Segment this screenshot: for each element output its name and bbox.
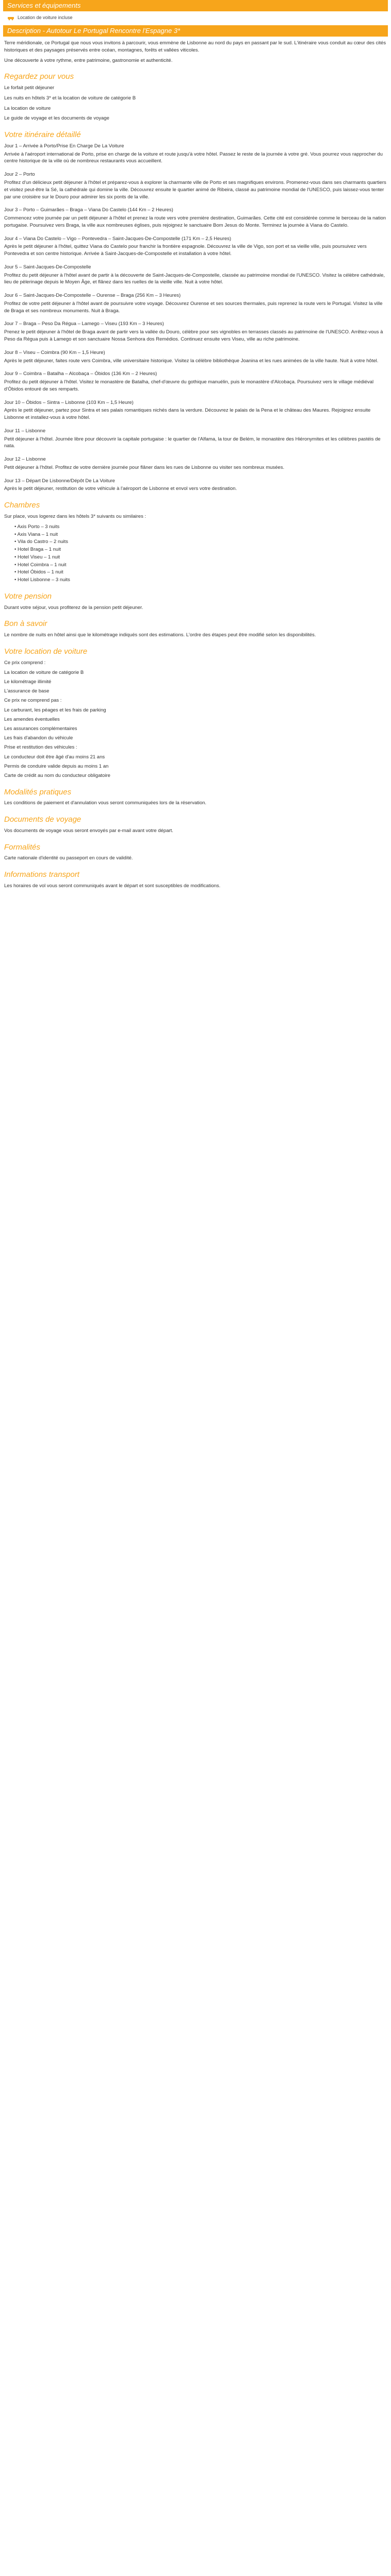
day-block [4,399,387,421]
room-item: • Hotel Coimbra – 1 nuit [4,562,387,569]
room-item: • Hotel Lisbonne – 3 nuits [4,577,387,584]
formalities-title: Formalités [4,842,41,852]
intro-paragraph: Une découverte à votre rythme, entre patrimoine, gastronomie et authenticité. [4,57,173,63]
day-text: Profitez du petit déjeuner à l'hôtel avant de partir à la découverte de Saint-Jacques-de-Compostelle, classée au patrimoine mondial de l'UNESCO. Visitez la célèbre cathédrale, lieu de pèlerinage depuis le Moyen Âge, et flânez dans les ruelles de la vieille ville. Nuit à votre hôtel. [4,272,385,285]
day-text: Arrivée à l'aéroport international de Porto, prise en charge de la voiture et route jusqu'à votre hôtel. Passez le reste de la journée à votre gré. Vous pourrez vous rapprocher du centre historique de la ville où de nombreux restaurants vous accueillent. [4,151,383,164]
day-text: Après le petit déjeuner, partez pour Sintra et ses palais romantiques nichés dans la verdure. Découvrez le palais de la Pena et le château des Maures. Rejoignez ensuite Lisbonne et installez-vous à votre hôtel. [4,408,371,421]
car-title: Votre location de voiture [4,647,88,656]
day-title: Jour 13 – Départ De Lisbonne/Dépôt De La Voiture [4,478,115,484]
car-excluded-title: Ce prix ne comprend pas : [4,697,62,703]
day-block [4,264,387,286]
highlights-title: Regardez pour vous [4,72,74,81]
day-title: Jour 11 – Lisbonne [4,428,46,434]
transport-info-title: Informations transport [4,870,79,879]
day-block [4,370,387,393]
day-block [4,428,387,450]
payment-title: Modalités pratiques [4,787,72,796]
day-block [4,349,387,365]
room-item: • Vila do Castro – 2 nuits [4,538,387,546]
rooms-intro: Sur place, vous logerez dans les hôtels 3* suivants ou similaires : [4,513,146,519]
day-text: Profitez d'un délicieux petit déjeuner à l'hôtel et préparez-vous à explorer la charmante ville de Porto et ses magnifiques environs. Promenez-vous dans ses charmants quartiers et visitez peut-être la Sé, la cathédrale qui domine la ville. Découvrez ensuite le quartier animé de Ribeira, classé au patrimoine mondial de l'UNESCO, puis laissez-vous tenter par une croisière sur le Douro pour admirer les six ponts de la ville. [4,179,386,200]
car-excluded-item: Les amendes éventuelles [4,717,60,723]
formalities-text: Carte nationale d'identité ou passeport en cours de validité. [4,855,133,861]
day-block [4,478,387,493]
car-conditions-title: Prise et restitution des véhicules : [4,744,77,750]
room-item: • Hotel Viseu – 1 nuit [4,554,387,561]
day-title: Jour 9 – Coimbra – Batalha – Alcobaça – Óbidos (136 Km – 2 Heures) [4,371,157,377]
docs-text: Vos documents de voyage vous seront envoyés par e-mail avant votre départ. [4,827,173,834]
car-excluded-item: Les assurances complémentaires [4,726,77,732]
room-item: • Axis Viana – 1 nuit [4,531,387,538]
day-block [4,292,387,314]
day-text: Commencez votre journée par un petit déjeuner à l'hôtel et prenez la route vers votre première destination, Guimarães. Cette cité est considérée comme le berceau de la nation portugaise. Poursuivez vers Braga, la ville aux nombreuses églises, puis rejoignez le sanctuaire Bom Jesus do Monte. Terminez la journée à Viana do Castelo. [4,215,386,228]
day-text: Après le petit déjeuner, faites route vers Coimbra, ville universitaire historique. Visitez la célèbre bibliothèque Joanina et les rues animées de la ville haute. Nuit à votre hôtel. [4,358,379,364]
car-excluded-item: Les frais d'abandon du véhicule [4,735,73,741]
highlight-item: Le forfait petit déjeuner [4,85,55,91]
day-text: Après le petit déjeuner à l'hôtel, quittez Viana do Castelo pour franchir la frontière espagnole. Découvrez la ville de Vigo, son port et sa vieille ville, puis poursuivez vers Pontevedra et son centre historique. Arrivée à Saint-Jacques-de-Compostelle et installation à votre hôtel. [4,244,367,257]
day-title: Jour 7 – Braga – Peso Da Régua – Lamego – Viseu (193 Km – 3 Heures) [4,321,164,327]
car-excluded-item: Le carburant, les péages et les frais de parking [4,707,106,714]
day-block [4,320,387,343]
day-text: Profitez de votre petit déjeuner à l'hôtel avant de poursuivre votre voyage. Découvrez Ourense et ses sources thermales, puis reprenez la route vers le Portugal. Visitez la ville de Braga et ses nombreux monuments. Nuit à Braga. [4,300,383,314]
day-text: Après le petit déjeuner, restitution de votre véhicule à l'aéroport de Lisbonne et envol vers votre destination. [4,486,237,492]
day-text: Petit déjeuner à l'hôtel. Journée libre pour découvrir la capitale portugaise : le quartier de l'Alfama, la tour de Belém, le monastère des Hiéronymites et les célèbres pastéis de nata. [4,436,381,449]
day-block [4,207,387,229]
hotel-feature [3,11,388,25]
payment-text: Les conditions de paiement et d'annulation vous seront communiquées lors de la réservation. [4,800,207,806]
itinerary-title: Votre itinéraire détaillé [4,130,81,140]
car-icon [7,15,14,21]
day-title: Jour 6 – Saint-Jacques-De-Compostelle – Ourense – Braga (256 Km – 3 Heures) [4,293,181,299]
day-title: Jour 5 – Saint-Jacques-De-Compostelle [4,264,91,270]
day-title: Jour 1 – Arrivée à Porto/Prise En Charge De La Voiture [4,143,124,149]
description-header: Description - Autotour Le Portugal Rencontre l'Espagne 3* [3,25,388,37]
day-text: Prenez le petit déjeuner à l'hôtel de Braga avant de partir vers la vallée du Douro, célèbre pour ses vignobles en terrasses classés au patrimoine de l'UNESCO. Arrêtez-vous à Peso da Régua puis à Lamego et son sanctuaire Nossa Senhora dos Remédios. Continuez ensuite vers Viseu, ville au riche patrimoine. [4,329,383,342]
transport-info-text: Les horaires de vol vous seront communiqués avant le départ et sont susceptibles de modifications. [4,883,221,889]
day-block [4,456,387,471]
day-title: Jour 10 – Óbidos – Sintra – Lisbonne (103 Km – 1,5 Heure) [4,399,134,405]
car-condition-item: Permis de conduire valide depuis au moins 1 an [4,764,109,770]
day-title: Jour 2 – Porto [4,172,35,178]
docs-title: Documents de voyage [4,815,82,824]
itinerary-days [4,143,387,493]
highlights-list [4,84,387,122]
day-block [4,143,387,165]
intro-paragraph: Terre méridionale, ce Portugal que nous vous invitons à parcourir, vous emmène de Lisbonne au nord du pays en passant par le sud. L'itinéraire vous conduit au cœur des cités historiques et des paysages préservés entre océan, montagnes, forêts et vallées viticoles. [4,40,386,53]
car-included-item: L'assurance de base [4,688,50,694]
tips-title: Bon à savoir [4,619,47,629]
room-item: • Axis Porto – 3 nuits [4,523,387,531]
car-condition-item: Carte de crédit au nom du conducteur obligatoire [4,772,110,778]
day-title: Jour 12 – Lisbonne [4,456,46,463]
day-title: Jour 8 – Viseu – Coimbra (90 Km – 1,5 Heure) [4,349,105,355]
meals-title: Votre pension [4,591,52,601]
room-item: • Hotel Óbidos – 1 nuit [4,569,387,576]
highlight-item: La location de voiture [4,105,51,111]
tips-text: Le nombre de nuits en hôtel ainsi que le kilométrage indiqués sont des estimations. L'ordre des étapes peut être modifié selon les disponibilités. [4,632,316,638]
highlight-item: Le guide de voyage et les documents de voyage [4,115,109,122]
day-text: Profitez du petit déjeuner à l'hôtel. Visitez le monastère de Batalha, chef-d'œuvre du gothique manuélin, puis le monastère d'Alcobaça. Poursuivez vers le village médiéval d'Óbidos entouré de ses remparts. [4,379,374,392]
highlight-item: Les nuits en hôtels 3* et la location de voiture de catégorie B [4,95,136,101]
services-header: Services et équipements [3,0,388,11]
day-block [4,171,387,200]
rooms-list [4,523,387,584]
room-item: • Hotel Braga – 1 nuit [4,546,387,553]
day-block [4,235,387,258]
hotel-label: Location de voiture incluse [18,15,73,20]
description-content [3,40,388,890]
car-included-item: La location de voiture de catégorie B [4,670,84,676]
meals-text: Durant votre séjour, vous profiterez de la pension petit déjeuner. [4,604,143,611]
day-text: Petit déjeuner à l'hôtel. Profitez de votre dernière journée pour flâner dans les rues de Lisbonne ou visiter ses nombreux musées. [4,464,285,470]
day-title: Jour 3 – Porto – Guimarães – Braga – Viana Do Castelo (144 Km – 2 Heures) [4,207,173,213]
car-condition-item: Le conducteur doit être âgé d'au moins 21 ans [4,754,105,760]
car-included-item: Le kilométrage illimité [4,679,52,685]
rooms-title: Chambres [4,501,40,510]
car-included-title: Ce prix comprend : [4,659,46,666]
page [0,0,391,898]
day-title: Jour 4 – Viana Do Castelo – Vigo – Pontevedra – Saint-Jacques-De-Compostelle (171 Km – 2,5 Heures) [4,235,232,242]
